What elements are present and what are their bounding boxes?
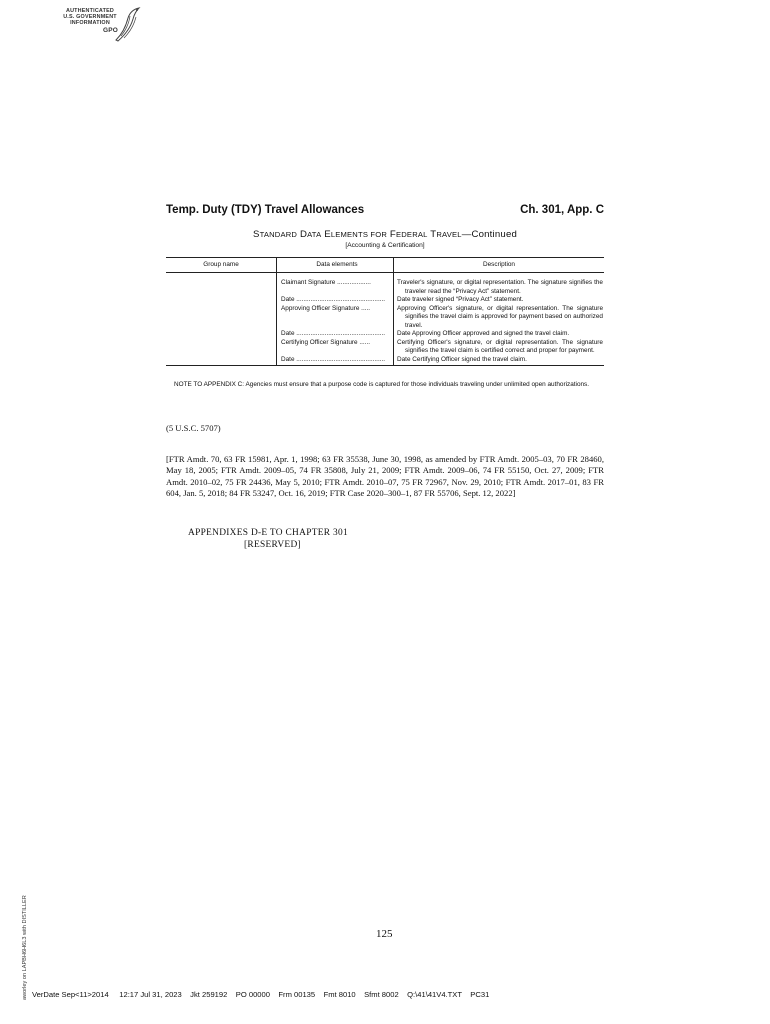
table-title [166,229,604,240]
description-text: Date Certifying Officer signed the travel claim. [397,355,527,363]
group-cell [166,339,277,356]
description-cell [394,330,605,339]
description-text: Date Approving Officer approved and signed the travel claim. [397,330,570,337]
title-part: LEMENTS FOR [330,230,388,239]
table-row [166,330,604,339]
table-row [166,296,604,305]
title-part: T [427,229,437,240]
group-cell [166,356,277,366]
table-header-row [166,258,604,273]
group-cell [166,296,277,305]
title-part: E [321,229,331,240]
title-part: S [252,229,260,240]
logo-line-4: GPO [102,26,118,34]
element-cell: Date .................................................. [277,356,394,366]
verdate-footer: VerDate Sep<11>2014 12:17 Jul 31, 2023 Jkt 259192 PO 00000 Frm 00135 Fmt 8010 Sfmt 8002 Q:\41\41V4.TXT PC31 [32,990,490,999]
description-text: Certifying Officer's signature, or digital representation. The signature signifies the travel claim is certified correct and proper for payment. [397,338,603,354]
description-cell [394,305,605,331]
title-part: ATA [307,230,322,239]
header-group-name: Group name [166,258,277,273]
title-part: D [297,229,308,240]
table-row [166,273,604,297]
group-cell [166,305,277,331]
description-text: Date traveler signed “Privacy Act” statement. [397,296,524,303]
element-cell: Certifying Officer Signature ...... [277,339,394,356]
page-number: 125 [376,928,393,940]
title-part: RAVEL [436,230,462,239]
side-stamp-text: aworley on LAPBH6H6L3 with DISTILLER [22,895,28,1000]
description-cell [394,356,605,366]
gpo-logo-text [60,8,120,34]
data-elements-table [166,257,604,366]
title-part: EDERAL [395,230,428,239]
table-row [166,305,604,331]
table-row [166,356,604,366]
title-part: —Continued [461,229,518,240]
element-cell: Date .................................................. [277,296,394,305]
header-description: Description [394,258,605,273]
description-text: Approving Officer's signature, or digital representation. The signature signifies the travel claim is approved for payment based on authorized travel. [397,304,603,329]
running-head-right: Ch. 301, App. C [520,204,604,216]
running-head-left: Temp. Duty (TDY) Travel Allowances [166,204,365,216]
appendix-reserved: [RESERVED] [244,540,301,550]
element-cell: Claimant Signature ................... [277,273,394,297]
element-cell: Date .................................................. [277,330,394,339]
note-label: NOTE TO APPENDIX C: [174,381,245,388]
appendix-heading: APPENDIXES D-E TO CHAPTER 301 [188,528,348,538]
group-cell [166,330,277,339]
description-cell [394,296,605,305]
title-part: TANDARD [259,230,298,239]
description-text: Traveler's signature, or digital representation. The signature signifies the traveler read the “Privacy Act” statement. [397,279,603,295]
appendix-note [166,381,604,390]
authority-citation: (5 U.S.C. 5707) [166,423,221,433]
logo-line-2: U.S. GOVERNMENT [63,14,117,21]
header-data-elements: Data elements [277,258,394,273]
note-text: Agencies must ensure that a purpose code is captured for those individuals traveling under unlimited open authorizations. [244,381,590,388]
description-cell [394,339,605,356]
side-stamp [22,878,30,998]
table-subtitle: [Accounting & Certification] [345,242,425,249]
gpo-authenticated-logo [52,6,144,46]
eagle-icon [112,6,142,44]
description-cell [394,273,605,297]
title-part: F [387,229,396,240]
table-row [166,339,604,356]
element-cell: Approving Officer Signature ..... [277,305,394,331]
logo-line-1: AUTHENTICATED [65,8,115,14]
logo-line-3: INFORMATION [70,20,110,27]
group-cell [166,273,277,297]
amendment-history: [FTR Amdt. 70, 63 FR 15981, Apr. 1, 1998; 63 FR 35538, June 30, 1998, as amended by FTR Amdt. 2005–03, 70 FR 28460, May 18, 2005; FTR Amdt. 2009–05, 74 FR 35808, July 21, 2009; FTR Amdt. 2009–06, 74 FR 55150, Oct. 27, 2009; FTR Amdt. 2010–02, 75 FR 24436, May 5, 2010; FTR Amdt. 2010–07, 75 FR 72967, Nov. 29, 2010; FTR Amdt. 2017–01, 83 FR 604, Jan. 5, 2018; 84 FR 53247, Oct. 16, 2019; FTR Case 2020–300–1, 87 FR 55706, Sept. 12, 2022] [166,454,604,499]
